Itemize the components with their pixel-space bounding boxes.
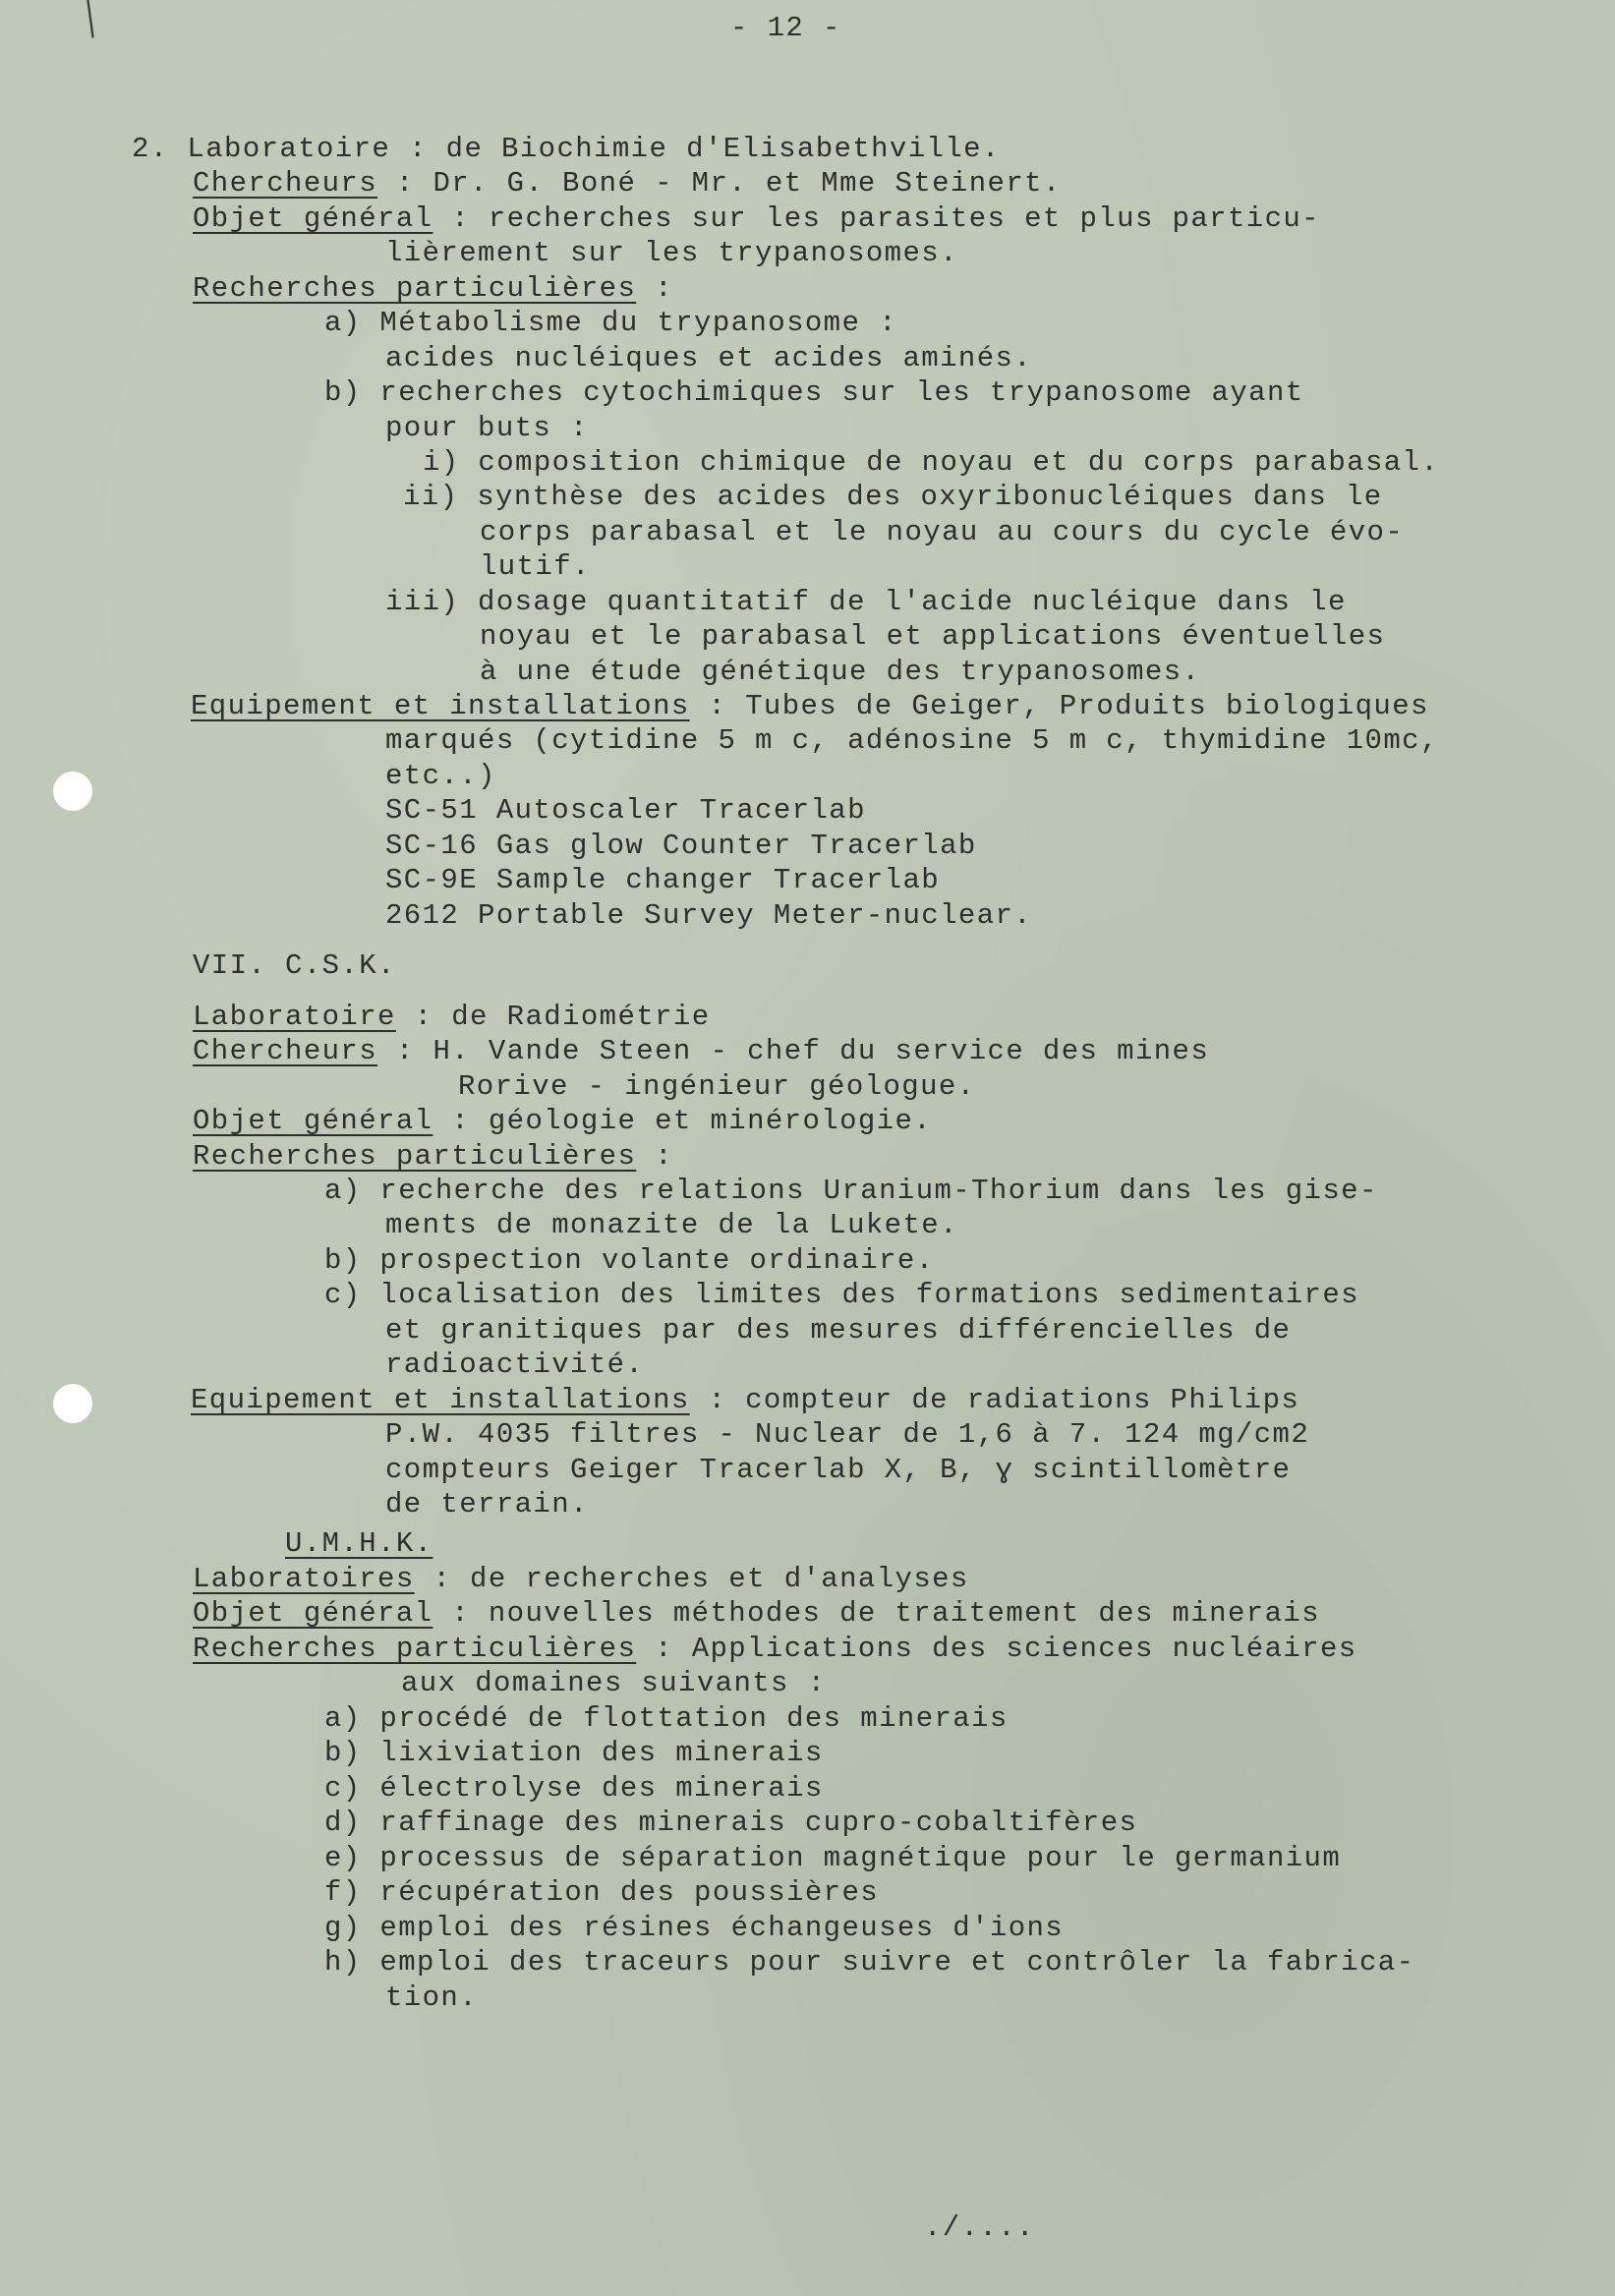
list-item: ii) synthèse des acides des oxyribonucléiques dans le (403, 481, 1383, 513)
list-item: b) lixiviation des minerais (324, 1737, 824, 1769)
list-item: a) Métabolisme du trypanosome : (324, 307, 897, 339)
punch-hole-bottom (53, 1384, 92, 1423)
objective-line: Objet général : recherches sur les parasites et plus particu- (193, 202, 1320, 235)
equipment-item: 2612 Portable Survey Meter-nuclear. (385, 899, 1033, 932)
list-item: a) recherche des relations Uranium-Thorium dans les gise- (324, 1175, 1378, 1207)
text-line: pour buts : (385, 412, 589, 444)
text-line: à une étude génétique des trypanosomes. (480, 656, 1201, 688)
text-line: marqués (cytidine 5 m c, adénosine 5 m c, thymidine 10mc, (385, 724, 1439, 757)
list-item: g) emploi des résines échangeuses d'ions (324, 1912, 1065, 1944)
research-heading-line: Recherches particulières : (193, 1140, 673, 1173)
list-item: i) composition chimique de noyau et du corps parabasal. (423, 446, 1440, 479)
list-item: h) emploi des traceurs pour suivre et contrôler la fabrica- (324, 1946, 1415, 1979)
equipment-line: Equipement et installations : Tubes de Geiger, Produits biologiques (191, 690, 1429, 722)
list-item: b) recherches cytochimiques sur les trypanosome ayant (324, 376, 1304, 409)
text-line: de terrain. (385, 1488, 589, 1521)
researchers-line: Chercheurs : Dr. G. Boné - Mr. et Mme Steinert. (193, 167, 1062, 200)
text-line: Rorive - ingénieur géologue. (458, 1070, 976, 1103)
section-heading: VII. C.S.K. (193, 949, 396, 982)
research-heading-line: Recherches particulières : (193, 272, 673, 305)
section-heading: U.M.H.K. (285, 1527, 433, 1560)
text-line: P.W. 4035 filtres - Nuclear de 1,6 à 7. 124 mg/cm2 (385, 1418, 1310, 1451)
text-line: et granitiques par des mesures différencielles de (385, 1314, 1292, 1347)
list-item: d) raffinage des minerais cupro-cobaltifères (324, 1807, 1138, 1839)
text-line: etc..) (385, 760, 496, 792)
text-line: corps parabasal et le noyau au cours du cycle évo- (480, 516, 1405, 548)
objective-line: Objet général : géologie et minérologie. (193, 1105, 933, 1137)
equipment-line: Equipement et installations : compteur de radiations Philips (191, 1384, 1300, 1416)
equipment-item: SC-51 Autoscaler Tracerlab (385, 794, 866, 827)
objective-line: Objet général : nouvelles méthodes de traitement des minerais (193, 1597, 1320, 1630)
punch-hole-top (53, 772, 92, 811)
equipment-item: SC-16 Gas glow Counter Tracerlab (385, 830, 977, 862)
list-item: f) récupération des poussières (324, 1876, 880, 1909)
list-item: iii) dosage quantitatif de l'acide nucléique dans le (385, 586, 1347, 618)
continuation-marker: ./.... (924, 2211, 1035, 2244)
list-item: c) électrolyse des minerais (324, 1772, 824, 1805)
researchers-line: Chercheurs : H. Vande Steen - chef du service des mines (193, 1035, 1210, 1067)
text-line: lièrement sur les trypanosomes. (385, 237, 958, 269)
list-item: b) prospection volante ordinaire. (324, 1244, 935, 1277)
text-line: lutif. (480, 550, 591, 583)
pencil-mark-icon: ╱ (75, 2, 110, 40)
lab-line: Laboratoire : de Radiométrie (193, 1001, 711, 1033)
research-heading-line: Recherches particulières : Applications des sciences nucléaires (193, 1633, 1357, 1665)
equipment-item: SC-9E Sample changer Tracerlab (385, 864, 941, 896)
list-item: c) localisation des limites des formations sedimentaires (324, 1279, 1359, 1311)
text-line: compteurs Geiger Tracerlab X, B, ɣ scintillomètre (385, 1454, 1292, 1486)
list-item: a) procédé de flottation des minerais (324, 1702, 1009, 1735)
text-line: radioactivité. (385, 1349, 645, 1381)
text-line: tion. (385, 1981, 479, 2014)
text-line: aux domaines suivants : (401, 1667, 827, 1699)
page-number: - 12 - (730, 12, 841, 44)
text-line: noyau et le parabasal et applications éventuelles (480, 620, 1386, 653)
list-item: e) processus de séparation magnétique pour le germanium (324, 1842, 1342, 1874)
text-line: ments de monazite de la Lukete. (385, 1209, 958, 1241)
text-line: acides nucléiques et acides aminés. (385, 342, 1033, 374)
lab-line: Laboratoires : de recherches et d'analyses (193, 1563, 969, 1595)
lab-title: 2. Laboratoire : de Biochimie d'Elisabethville. (132, 133, 1001, 165)
